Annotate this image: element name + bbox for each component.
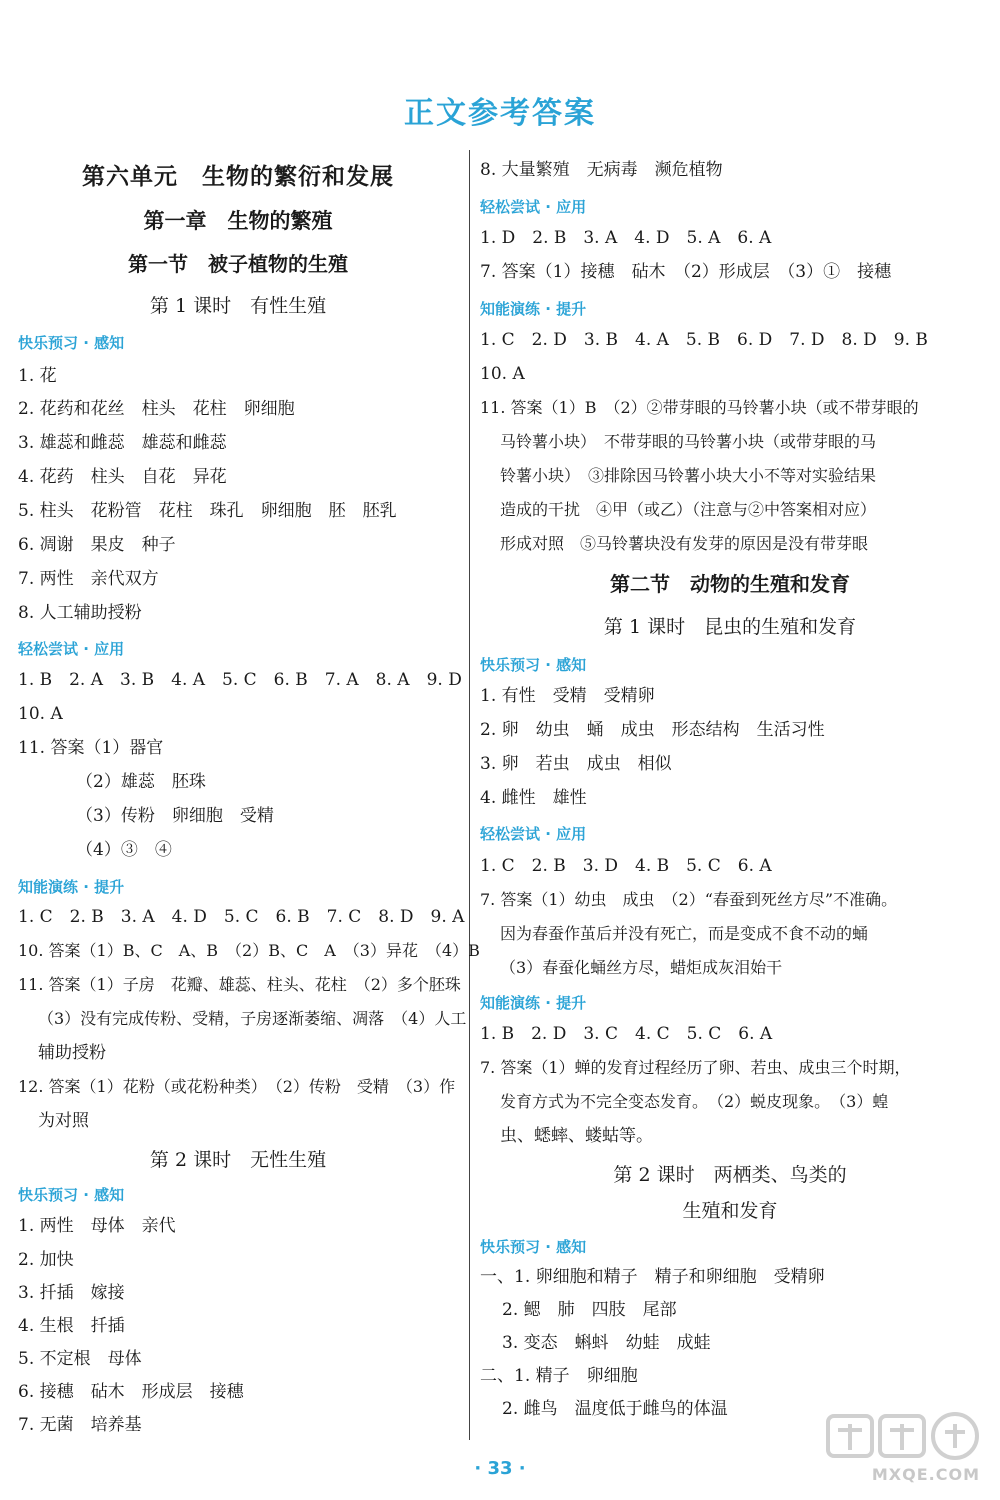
sub-heading-preview: 快乐预习 · 感知: [18, 334, 125, 352]
answer-line: 2. 加快: [18, 1250, 74, 1270]
answer-line: 2. 花药和花丝 柱头 花柱 卵细胞: [18, 399, 295, 419]
answer-line: 形成对照 ⑤马铃薯块没有发芽的原因是没有带芽眼: [500, 534, 869, 553]
answer-line: 1. C 2. B 3. D 4. B 5. C 6. A: [480, 856, 772, 876]
answer-line: 2. 鳃 肺 四肢 尾部: [502, 1300, 677, 1320]
answer-line: 1. 有性 受精 受精卵: [480, 686, 655, 706]
page-number: · 33 ·: [474, 1458, 526, 1479]
answer-line: 6. 接穗 砧木 形成层 接穗: [18, 1382, 244, 1402]
answer-line: 虫、蟋蟀、蝼蛄等。: [500, 1126, 653, 1146]
answer-line: 3. 卵 若虫 成虫 相似: [480, 754, 672, 774]
answer-line: 二、1. 精子 卵细胞: [480, 1366, 638, 1386]
sub-heading-drill: 知能演练 · 提升: [18, 878, 125, 896]
lesson-title: 第 1 课时 有性生殖: [149, 295, 327, 317]
answer-line: （3）传粉 卵细胞 受精: [76, 806, 274, 826]
sub-heading-try: 轻松尝试 · 应用: [480, 825, 587, 843]
answer-line: 7. 无菌 培养基: [18, 1415, 142, 1435]
answer-line: 2. 雌鸟 温度低于雌鸟的体温: [502, 1399, 728, 1419]
lesson-title: 生殖和发育: [682, 1200, 778, 1222]
answer-line: 4. 雌性 雄性: [480, 788, 587, 808]
page-title: 正文参考答案: [404, 96, 596, 131]
answer-line: 马铃薯小块） 不带芽眼的马铃薯小块（或带芽眼的马: [500, 432, 877, 451]
chapter-title: 第一章 生物的繁殖: [143, 209, 333, 233]
watermark-logo: [820, 1410, 990, 1490]
answer-line: 1. 花: [18, 366, 57, 386]
answer-line: （3）没有完成传粉、受精，子房逐渐萎缩、凋落 （4）人工: [38, 1009, 467, 1028]
answer-line: 7. 两性 亲代双方: [18, 569, 159, 589]
answer-line: 3. 雄蕊和雌蕊 雄蕊和雌蕊: [18, 433, 227, 453]
answer-line: 11. 答案（1）B （2）②带芽眼的马铃薯小块（或不带芽眼的: [480, 398, 919, 417]
unit-title: 第六单元 生物的繁衍和发展: [82, 164, 394, 190]
answer-line: 6. 凋谢 果皮 种子: [18, 535, 176, 555]
answer-line: 1. D 2. B 3. A 4. D 5. A 6. A: [480, 228, 772, 248]
answer-line: 10. A: [480, 364, 525, 384]
sub-heading-drill: 知能演练 · 提升: [480, 300, 587, 318]
answer-line: 11. 答案（1）器官: [18, 738, 164, 758]
answer-line: 7. 答案（1）幼虫 成虫 （2）“春蚕到死丝方尽”不准确。: [480, 890, 898, 909]
sub-heading-preview: 快乐预习 · 感知: [18, 1186, 125, 1204]
answer-line: 铃薯小块） ③排除因马铃薯小块大小不等对实验结果: [500, 466, 877, 485]
answer-line: 因为春蚕作茧后并没有死亡，而是变成不食不动的蛹: [500, 924, 869, 943]
answer-line: 造成的干扰 ④甲（或乙）（注意与②中答案相对应）: [500, 500, 877, 519]
answer-line: 3. 扦插 嫁接: [18, 1283, 125, 1303]
section-title: 第一节 被子植物的生殖: [128, 252, 348, 276]
answer-line: 7. 答案（1）接穗 砧木 （2）形成层 （3）① 接穗: [480, 262, 892, 282]
answer-line: 10. A: [18, 704, 63, 724]
answer-line: 11. 答案（1）子房 花瓣、雄蕊、柱头、花柱 （2）多个胚珠: [18, 975, 461, 994]
answer-line: （3）春蚕化蛹丝方尽，蜡炬成灰泪始干: [500, 958, 783, 977]
lesson-title: 第 2 课时 无性生殖: [149, 1149, 327, 1171]
answer-line: 12. 答案（1）花粉（或花粉种类） （2）传粉 受精 （3）作: [18, 1077, 456, 1096]
section-title: 第二节 动物的生殖和发育: [610, 572, 850, 596]
answer-line: 4. 花药 柱头 自花 异花: [18, 467, 227, 487]
lesson-title: 第 1 课时 昆虫的生殖和发育: [603, 616, 857, 638]
answer-line: 2. 卵 幼虫 蛹 成虫 形态结构 生活习性: [480, 720, 825, 740]
answer-line: 发育方式为不完全变态发育。 （2）蜕皮现象。 （3）蝗: [500, 1092, 889, 1111]
answer-line: 3. 变态 蝌蚪 幼蛙 成蛙: [502, 1333, 711, 1353]
answer-line: 1. C 2. B 3. A 4. D 5. C 6. B 7. C 8. D 9. A: [18, 907, 465, 927]
answer-line: 8. 大量繁殖 无病毒 濒危植物: [480, 160, 723, 180]
sub-heading-try: 轻松尝试 · 应用: [18, 640, 125, 658]
answer-line: 一、1. 卵细胞和精子 精子和卵细胞 受精卵: [480, 1267, 825, 1287]
sub-heading-preview: 快乐预习 · 感知: [480, 1238, 587, 1256]
answer-line: 4. 生根 扦插: [18, 1316, 125, 1336]
answer-line: 8. 人工辅助授粉: [18, 603, 142, 623]
sub-heading-drill: 知能演练 · 提升: [480, 994, 587, 1012]
answer-line: 辅助授粉: [38, 1043, 106, 1063]
watermark-text: MXQE.COM: [871, 1465, 980, 1484]
lesson-title: 第 2 课时 两栖类、鸟类的: [613, 1164, 847, 1186]
sub-heading-preview: 快乐预习 · 感知: [480, 656, 587, 674]
answer-line: 5. 柱头 花粉管 花柱 珠孔 卵细胞 胚 胚乳: [18, 501, 397, 521]
answer-line: 为对照: [38, 1111, 89, 1131]
answer-line: 1. B 2. A 3. B 4. A 5. C 6. B 7. A 8. A 9. D: [18, 670, 462, 690]
sub-heading-try: 轻松尝试 · 应用: [480, 198, 587, 216]
answer-line: 5. 不定根 母体: [18, 1349, 142, 1369]
column-divider: [469, 150, 470, 1440]
answer-line: 1. B 2. D 3. C 4. C 5. C 6. A: [480, 1024, 773, 1044]
answer-line: 1. C 2. D 3. B 4. A 5. B 6. D 7. D 8. D 9. B: [480, 330, 928, 350]
answer-line: 7. 答案（1）蝉的发育过程经历了卵、若虫、成虫三个时期，: [480, 1058, 911, 1077]
answer-line: 10. 答案（1）B、C A、B （2）B、C A （3）异花 （4）B: [18, 941, 480, 960]
answer-line: （2）雄蕊 胚珠: [76, 772, 206, 792]
answer-line: 1. 两性 母体 亲代: [18, 1216, 176, 1236]
answer-line: （4）③ ④: [76, 840, 172, 860]
